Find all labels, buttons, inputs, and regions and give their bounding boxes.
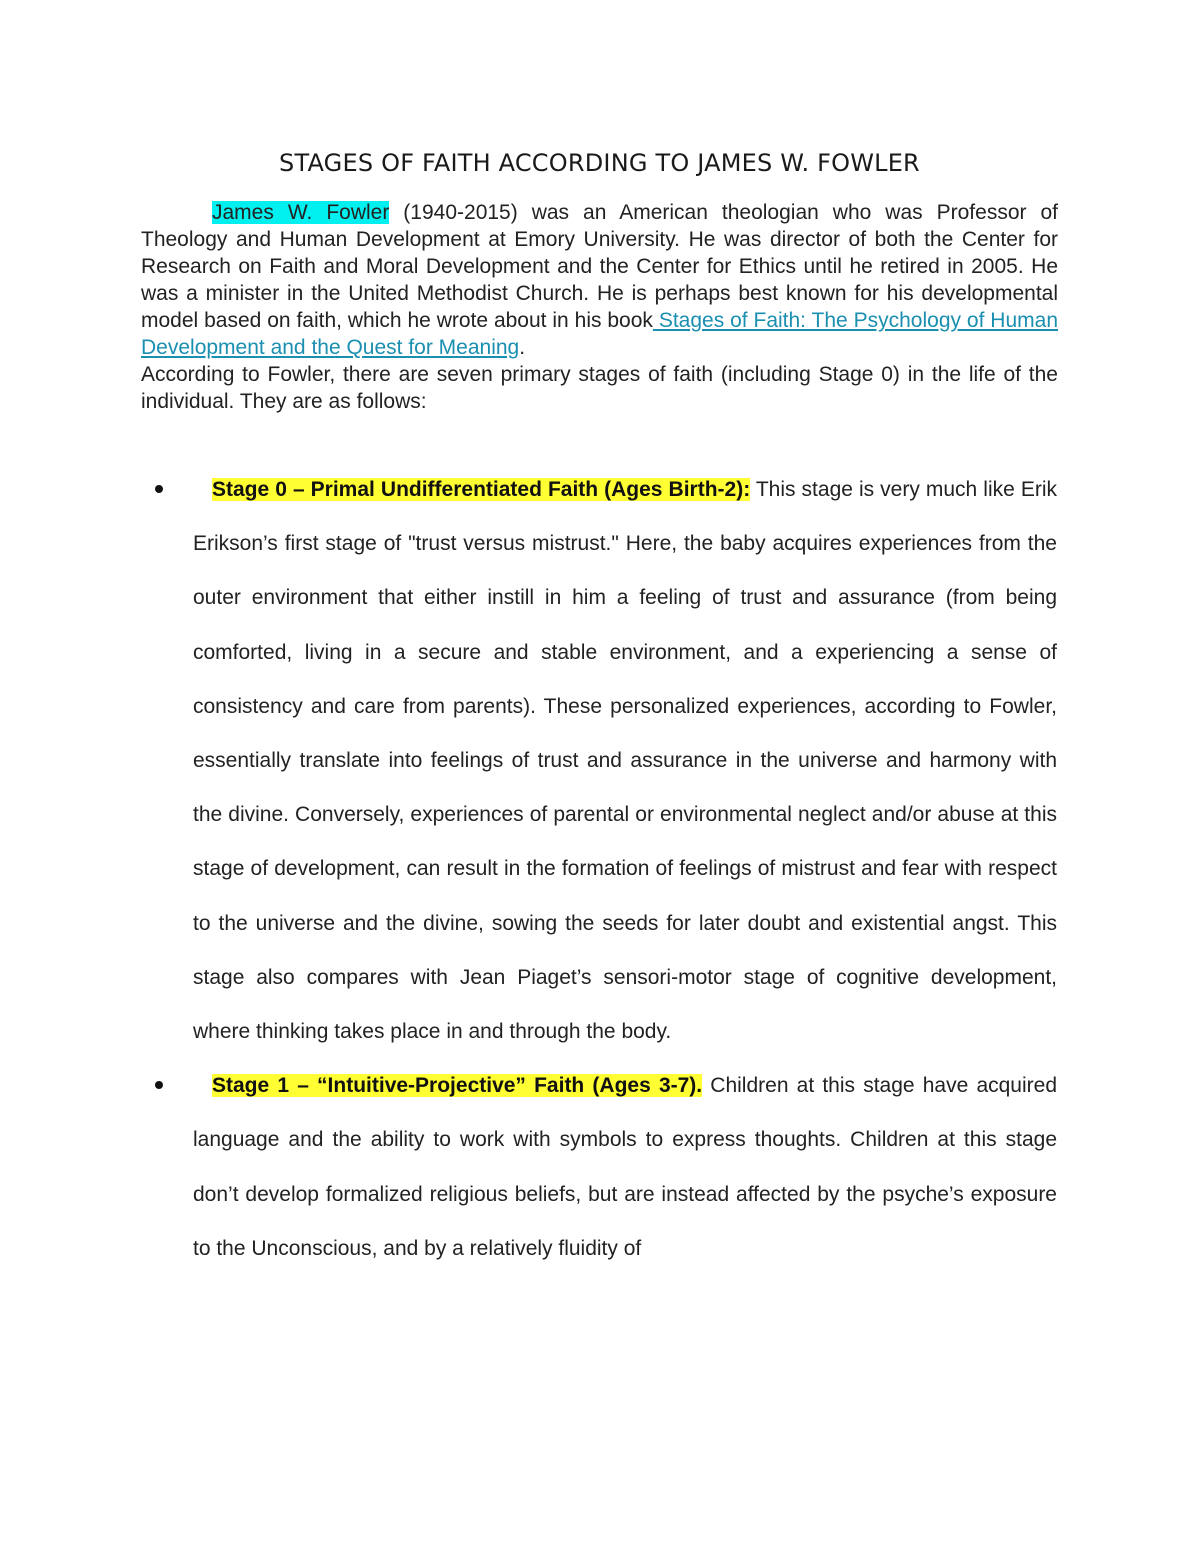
intro-section xyxy=(141,199,1058,415)
stage-1-text: Children at this stage have acquired language and the ability to work with symbols to express thoughts. Children at this stage don’t develop formalized religious beliefs, but are instead affected by the psyche’s exposure to the Unconscious, and by a relatively fluidity of xyxy=(193,1074,1057,1260)
stage-0-item xyxy=(193,463,1057,1059)
intro-paragraph xyxy=(141,199,1058,361)
stage-0-text: This stage is very much like Erik Erikson’s first stage of "trust versus mistrust." Here, the baby acquires experiences from the outer environment that either instill in him a feeling of trust and assurance (from being comforted, living in a secure and stable environment, and a experiencing a sense of consistency and care from parents). These personalized experiences, according to Fowler, essentially translate into feelings of trust and assurance in the universe and harmony with the divine. Conversely, experiences of parental or environmental neglect and/or abuse at this stage of development, can result in the formation of feelings of mistrust and fear with respect to the universe and the divine, sowing the seeds for later doubt and existential angst. This stage also compares with Jean Piaget’s sensori-motor stage of cognitive development, where thinking takes place in and through the body. xyxy=(193,478,1057,1044)
intro-period: . xyxy=(519,336,526,359)
author-name-highlight: James W. Fowler xyxy=(212,201,390,224)
stage-0-label: Stage 0 – Primal Undifferentiated Faith (Ages Birth-2): xyxy=(212,478,751,501)
stages-lead-paragraph: According to Fowler, there are seven primary stages of faith (including Stage 0) in the life of the individual. They are as follows: xyxy=(141,363,1058,413)
bullet-dot-icon xyxy=(155,485,163,493)
book-title-link[interactable]: Stages of Faith: The Psychology of Human Development and the Quest for Meaning xyxy=(141,309,1058,359)
stage-1-label: Stage 1 – “Intuitive-Projective” Faith (Ages 3-7). xyxy=(212,1074,703,1098)
intro-text: (1940-2015) was an American theologian who was Professor of Theology and Human Development at Emory University. He was director of both the Center for Research on Faith and Moral Development and the Center for Ethics until he retired in 2005. He was a minister in the United Methodist Church. He is perhaps best known for his developmental model based on faith, which he wrote about in his book xyxy=(141,201,1058,332)
bullet-dot-icon xyxy=(155,1081,163,1089)
stage-1-item xyxy=(193,1059,1057,1276)
stages-list xyxy=(0,463,1200,1276)
page-title: STAGES OF FAITH ACCORDING TO JAMES W. FOWLER xyxy=(279,149,920,177)
